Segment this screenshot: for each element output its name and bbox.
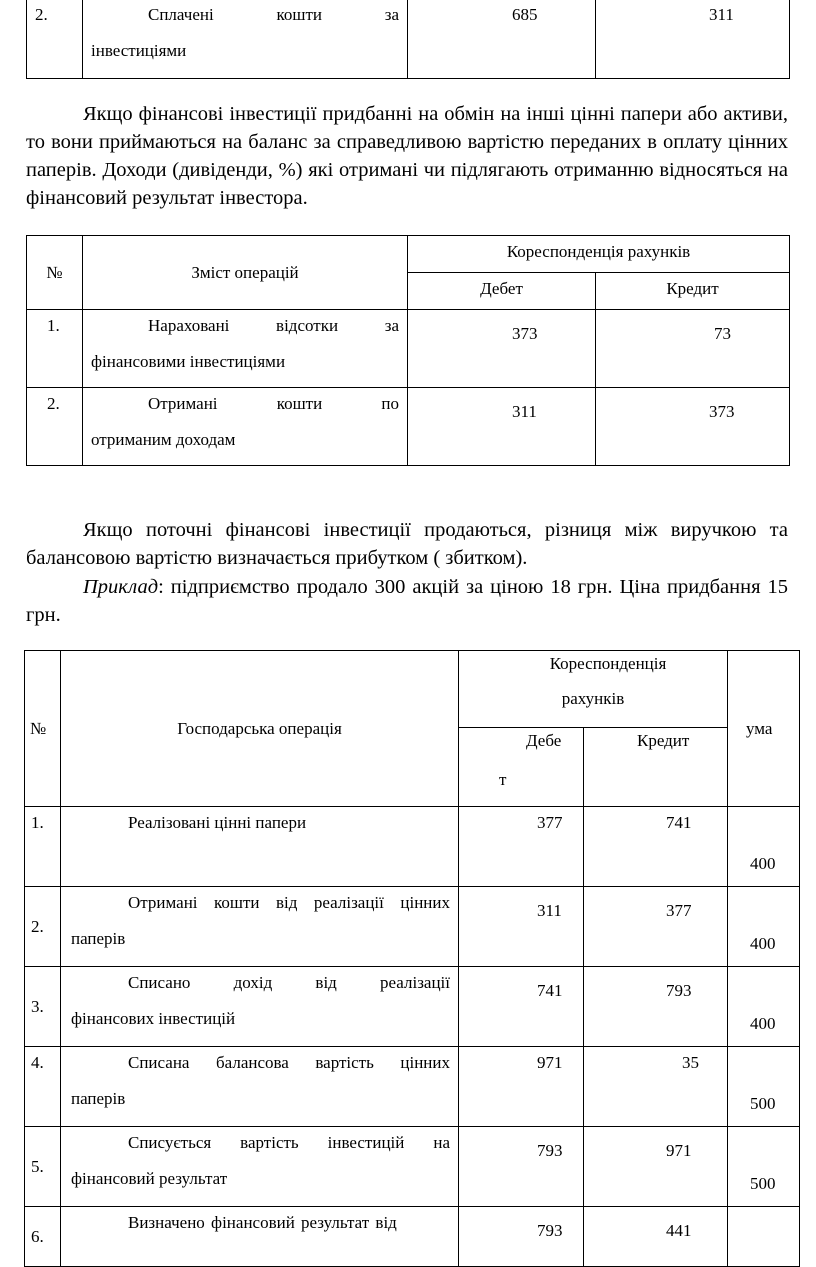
header-correspondence: Кореспонденція рахунків xyxy=(408,236,790,273)
debit-cell: 793 xyxy=(459,1127,584,1207)
operation-text-line2: фінансовий результат xyxy=(71,1169,228,1188)
operation-text-line1: Отримані кошти по xyxy=(148,394,399,413)
debit-cell: 971 xyxy=(459,1047,584,1127)
example-text: : підприємство продало 300 акцій за ціною 18 грн. Ціна придбання 15 грн. xyxy=(26,576,788,626)
operation-text-line2: фінансовими інвестиціями xyxy=(91,352,286,371)
amount-cell: 400 xyxy=(728,807,800,887)
amount-cell: 500 xyxy=(728,1047,800,1127)
amount-cell: 500 xyxy=(728,1127,800,1207)
operation-text-line2: інвестиціями xyxy=(91,41,187,60)
table-row xyxy=(25,807,800,887)
debit-cell: 377 xyxy=(459,807,584,887)
table-header-row xyxy=(25,651,800,728)
operation-text xyxy=(61,1207,459,1267)
operation-text-line1: Нараховані відсотки за xyxy=(148,316,399,335)
operation-text xyxy=(61,1127,459,1207)
header-correspondence xyxy=(459,651,728,728)
credit-cell: 373 xyxy=(596,388,790,466)
example-label: Приклад xyxy=(83,576,159,598)
operation-text xyxy=(61,887,459,967)
operation-text-line1: Отримані кошти від реалізації цінних xyxy=(128,893,450,912)
paragraph-sale xyxy=(26,516,788,572)
amount-cell: 400 xyxy=(728,887,800,967)
table-row xyxy=(27,310,790,388)
table-row xyxy=(27,0,790,79)
debit-cell: 311 xyxy=(408,388,596,466)
row-number: 5. xyxy=(25,1127,61,1207)
debit-cell: 373 xyxy=(408,310,596,388)
credit-cell: 311 xyxy=(596,0,790,79)
row-number: 2. xyxy=(27,0,83,79)
header-debit: Дебет xyxy=(408,273,596,310)
operation-text-line2: отриманим доходам xyxy=(91,430,236,449)
header-debit-line2: т xyxy=(499,770,507,789)
amount-cell: 400 xyxy=(728,967,800,1047)
header-correspondence-line1: Кореспонденція xyxy=(549,654,667,673)
header-credit: Кредит xyxy=(596,273,790,310)
operation-text-line2: паперів xyxy=(71,1089,126,1108)
table-row xyxy=(27,388,790,466)
table-row xyxy=(25,887,800,967)
operation-text xyxy=(83,0,408,79)
header-amount: ума xyxy=(728,651,800,807)
header-credit: Кредит xyxy=(584,728,728,807)
credit-cell: 377 xyxy=(584,887,728,967)
credit-cell: 73 xyxy=(596,310,790,388)
row-number: 1. xyxy=(27,310,83,388)
operation-text-line1: Списана балансова вартість цінних xyxy=(128,1053,450,1072)
debit-cell: 741 xyxy=(459,967,584,1047)
header-correspondence-line2: рахунків xyxy=(561,689,625,708)
row-number: 3. xyxy=(25,967,61,1047)
table-row xyxy=(25,1207,800,1267)
credit-cell: 793 xyxy=(584,967,728,1047)
operation-text xyxy=(83,388,408,466)
row-number: 1. xyxy=(25,807,61,887)
operation-text xyxy=(61,807,459,887)
header-operation: Господарська операція xyxy=(61,651,459,807)
paragraph-exchange xyxy=(26,100,788,212)
header-number: № xyxy=(27,236,83,310)
credit-cell: 35 xyxy=(584,1047,728,1127)
operation-text xyxy=(61,1047,459,1127)
paragraph-example xyxy=(26,573,788,629)
paragraph-exchange-text: Якщо фінансові інвестиції придбанні на обмін на інші цінні папери або активи, то вони приймаються на баланс за справедливою вартістю переданих в оплату цінних паперів. Доходи (дивіденди, %) які отримані чи підлягають отриманню відносяться на фінансовий результат інвестора. xyxy=(26,103,788,209)
row-number: 6. xyxy=(25,1207,61,1267)
header-number: № xyxy=(25,651,61,807)
table-dividends xyxy=(26,235,790,466)
credit-cell: 441 xyxy=(584,1207,728,1267)
operation-text xyxy=(83,310,408,388)
table-sale-operations xyxy=(24,650,800,1267)
header-debit-line1: Дебе xyxy=(526,731,562,750)
operation-text-line1: Сплачені кошти за xyxy=(148,5,399,24)
table-row xyxy=(25,1127,800,1207)
operation-text-line1: Реалізовані цінні папери xyxy=(128,813,307,832)
paragraph-sale-text: Якщо поточні фінансові інвестиції продаються, різниця між виручкою та балансовою вартістю визначається прибутком ( збитком). xyxy=(26,519,788,569)
debit-cell: 793 xyxy=(459,1207,584,1267)
operation-text xyxy=(61,967,459,1047)
operation-text-line1: Визначено фінансовий результат від xyxy=(128,1213,397,1232)
credit-cell: 971 xyxy=(584,1127,728,1207)
table-header-row xyxy=(27,236,790,273)
row-number: 4. xyxy=(25,1047,61,1127)
debit-cell: 685 xyxy=(408,0,596,79)
header-operation: Зміст операцій xyxy=(83,236,408,310)
table-row xyxy=(25,967,800,1047)
operation-text-line2: паперів xyxy=(71,929,126,948)
table-continuation xyxy=(26,0,790,79)
row-number: 2. xyxy=(27,388,83,466)
header-debit xyxy=(459,728,584,807)
operation-text-line1: Списується вартість інвестицій на xyxy=(128,1133,450,1152)
table-row xyxy=(25,1047,800,1127)
credit-cell: 741 xyxy=(584,807,728,887)
row-number: 2. xyxy=(25,887,61,967)
operation-text-line1: Списано дохід від реалізації xyxy=(128,973,450,992)
debit-cell: 311 xyxy=(459,887,584,967)
amount-cell xyxy=(728,1207,800,1267)
operation-text-line2: фінансових інвестицій xyxy=(71,1009,236,1028)
